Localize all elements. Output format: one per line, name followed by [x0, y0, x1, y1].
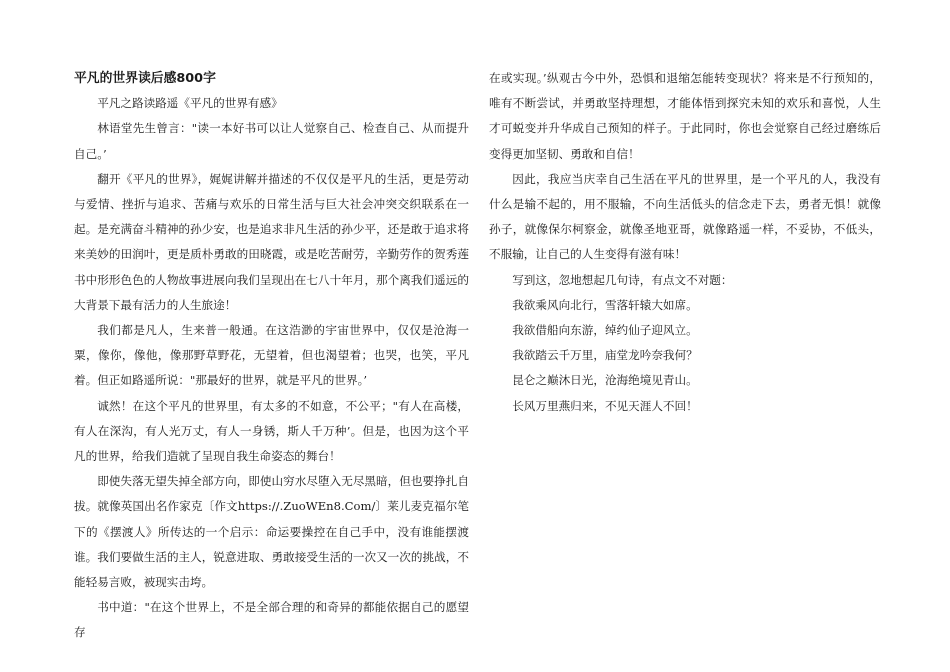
paragraph-continued: 在或实现。’纵观古今中外，恐惧和退缩怎能转变现状？将来是不行预知的，唯有不断尝试，并勇敢坚持理想，才能体悟到探究未知的欢乐和喜悦，人生才可蜕变并升华成自己预知的样子。于此同时，你也会觉察自己经过磨练后变得更加坚韧、勇敢和自信！: [489, 71, 881, 161]
poem-line: 我欲乘风向北行，雪落轩辕大如席。: [512, 297, 698, 312]
poem-line: 我欲踏云千万里，庙堂龙吟奈我何？: [512, 348, 698, 363]
right-column: [489, 66, 881, 419]
poem-line: 长风万里燕归来，不见天涯人不回！: [512, 398, 698, 413]
paragraph: 即使失落无望失掉全部方向，即使山穷水尽堕入无尽黑暗，但也要挣扎自拔。就像英国出名作家克〔作文https://.ZuoWEn8.Com/〕莱儿麦克福尔笔下的《摆渡人》所传达的一个启示：命运要操控在自己手中，没有谁能摆渡谁。我们要做生活的主人，锐意进取、勇敢接受生活的一次又一次的挑战，不能轻易言败，被现实击垮。: [74, 474, 469, 590]
paragraph: 翻开《平凡的世界》，娓娓讲解并描述的不仅仅是平凡的生活，更是劳动与爱情、挫折与追求、苦痛与欢乐的日常生活与巨大社会冲突交织联系在一起。是充满奋斗精神的孙少安，也是追求非凡生活的孙少平，还是敢于追求将来美妙的田润叶，更是质朴勇敢的田晓霞，或是吃苦耐劳，辛勤劳作的贺秀莲书中形形色色的人物故事进展向我们呈现出在七八十年月，那个离我们遥远的大背景下最有活力的人生旅途！: [74, 171, 469, 312]
document-title: 平凡的世界读后感800字: [74, 71, 216, 86]
paragraph: 我们都是凡人，生来普一般通。在这浩渺的宇宙世界中，仅仅是沧海一粟，像你，像他，像那野草野花，无望着，但也渴望着；也哭，也笑，平凡着。但正如路遥所说："那最好的世界，就是平凡的世界。’: [74, 323, 469, 388]
poem-line: 我欲借船向东游，绰约仙子迎风立。: [512, 323, 698, 338]
paragraph: 诚然！在这个平凡的世界里，有太多的不如意，不公平；"有人在高楼，有人在深沟，有人光万丈，有人一身锈，斯人千万种’。但是，也因为这个平凡的世界，给我们造就了呈现自我生命姿态的舞台！: [74, 398, 469, 464]
left-column: [74, 66, 469, 646]
paragraph: 写到这，忽地想起几句诗，有点文不对题：: [512, 272, 733, 287]
paragraph: 书中道："在这个世界上，不是全部合理的和奇异的都能依据自己的愿望存: [74, 600, 469, 640]
paragraph: 林语堂先生曾言："读一本好书可以让人觉察自己、检查自己、从而提升自己。’: [74, 121, 469, 161]
poem-line: 昆仑之巅沐日光，沧海绝境见青山。: [512, 373, 698, 388]
paragraph: 平凡之路读路遥《平凡的世界有感》: [97, 96, 283, 111]
paragraph: 因此，我应当庆幸自己生活在平凡的世界里，是一个平凡的人，我没有什么是输不起的，用不服输，不向生活低头的信念走下去，勇者无惧！就像孙子，就像保尔柯察金，就像圣地亚哥，就像路遥一样，不妥协，不低头，不服输，让自己的人生变得有滋有味！: [489, 171, 881, 262]
